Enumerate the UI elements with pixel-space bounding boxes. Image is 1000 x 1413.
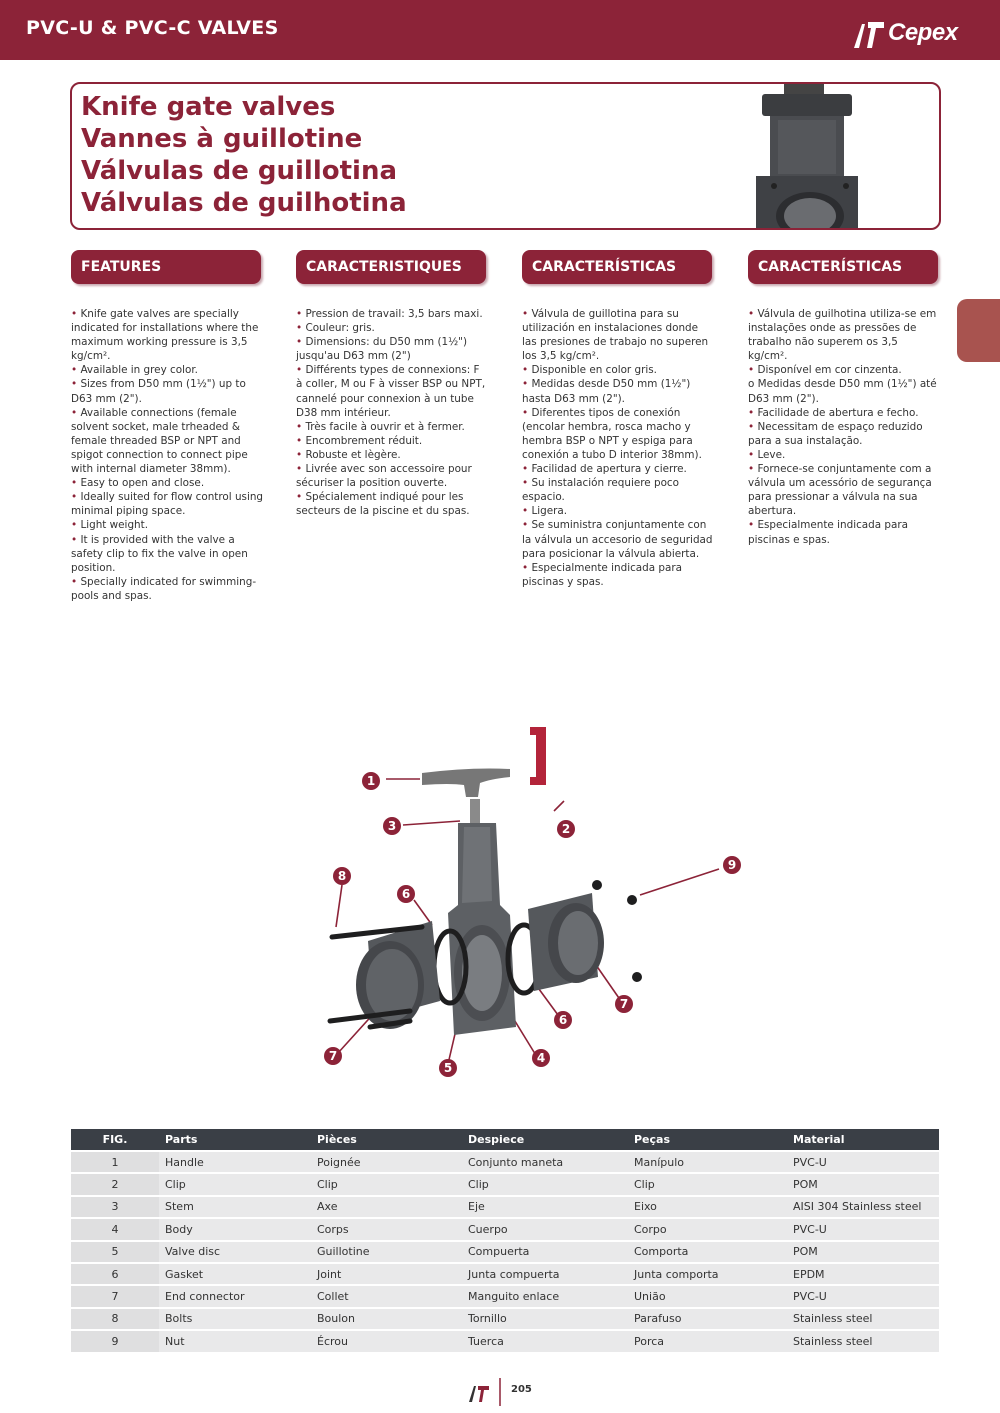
table-header-row <box>71 1129 939 1151</box>
list-item: • Medidas desde D50 mm (1½") hasta D63 mm (2"). <box>522 378 691 405</box>
table-row <box>71 1151 939 1173</box>
features-heading-fr-label: CARACTERISTIQUES <box>306 259 462 275</box>
table-cell: Corps <box>311 1218 462 1240</box>
table-cell: Eje <box>462 1196 628 1218</box>
top-bar <box>0 0 1000 60</box>
table-cell: Clip <box>462 1173 628 1195</box>
table-cell: Bolts <box>159 1308 311 1330</box>
list-item: • Encombrement réduit. <box>296 434 423 447</box>
list-item: • Robuste et lègère. <box>296 448 401 461</box>
list-item: • Specially indicated for swimming-pools and spas. <box>71 575 257 602</box>
cepex-logo-mark <box>852 16 888 50</box>
table-cell: 5 <box>71 1241 159 1263</box>
table-cell: PVC-U <box>787 1285 939 1307</box>
list-item: • Leve. <box>748 448 786 461</box>
title-fr: Vannes à guillotine <box>81 124 363 154</box>
title-es: Válvulas de guillotina <box>81 156 398 186</box>
list-item: • Dimensions: du D50 mm (1½") jusqu'au D63 mm (2") <box>296 336 468 363</box>
table-cell: EPDM <box>787 1263 939 1285</box>
table-cell: Nut <box>159 1330 311 1351</box>
table-cell: Clip <box>159 1173 311 1195</box>
table-cell: Joint <box>311 1263 462 1285</box>
callout-8-label: 8 <box>337 869 347 883</box>
callout-5-label: 5 <box>443 1061 453 1075</box>
list-item: • Différents types de connexions: F à coller, M ou F à visser BSP ou NPT, cannelé pour connexion à un tube D38 mm intérieur. <box>296 364 486 419</box>
table-row <box>71 1218 939 1240</box>
cepex-logo <box>852 16 982 50</box>
callout-2-label: 2 <box>561 822 571 836</box>
list-item: • Facilidad de apertura y cierre. <box>522 463 687 476</box>
callout-3-label: 3 <box>387 819 397 833</box>
callout-4-label: 4 <box>536 1051 546 1065</box>
callout-7-left-label: 7 <box>328 1049 338 1063</box>
title-en: Knife gate valves <box>81 92 336 122</box>
table-cell: Junta compuerta <box>462 1263 628 1285</box>
exploded-diagram <box>310 715 770 1095</box>
list-item: o Medidas desde D50 mm (1½") até D63 mm (2"). <box>748 378 937 405</box>
table-cell: End connector <box>159 1285 311 1307</box>
list-item: • Se suministra conjuntamente con la válvula un accesorio de seguridad para posicionar la válvula abierta. <box>522 519 713 560</box>
table-cell: Junta comporta <box>628 1263 787 1285</box>
list-item: • Fornece-se conjuntamente com a válvula um acessório de segurança para pressionar a válvula na sua abertura. <box>748 463 932 518</box>
page-footer <box>465 1378 545 1406</box>
table-cell: Body <box>159 1218 311 1240</box>
table-cell: Eixo <box>628 1196 787 1218</box>
table-cell: Écrou <box>311 1330 462 1351</box>
section-title: PVC-U & PVC-C VALVES <box>26 17 279 39</box>
table-cell: Guillotine <box>311 1241 462 1263</box>
list-item: • Necessitam de espaço reduzido para a sua instalação. <box>748 420 923 447</box>
table-cell: 9 <box>71 1330 159 1351</box>
list-item: • Disponible en color gris. <box>522 364 657 377</box>
col-header-pecas: Peças <box>628 1129 787 1151</box>
list-item: • Light weight. <box>71 519 149 532</box>
table-row <box>71 1308 939 1330</box>
table-cell: Boulon <box>311 1308 462 1330</box>
list-item: • Très facile à ouvrir et à fermer. <box>296 420 465 433</box>
table-cell: Valve disc <box>159 1241 311 1263</box>
features-heading-es-label: CARACTERÍSTICAS <box>532 259 677 275</box>
table-cell: Poignée <box>311 1151 462 1173</box>
table-row <box>71 1285 939 1307</box>
list-item: • Especialmente indicada para piscinas e spas. <box>748 519 909 546</box>
features-list-fr <box>296 307 488 518</box>
col-header-fig: FIG. <box>71 1129 159 1151</box>
table-cell: 3 <box>71 1196 159 1218</box>
list-item: • Válvula de guillotina para su utilización en instalaciones donde las presiones de trabajo no superen los 3,5 kg/cm². <box>522 308 709 363</box>
list-item: • Su instalación requiere poco espacio. <box>522 477 680 504</box>
list-item: • Spécialement indiqué pour les secteurs de la piscine et du spas. <box>296 491 470 518</box>
list-item: • Couleur: gris. <box>296 322 375 335</box>
table-cell: Clip <box>311 1173 462 1195</box>
callout-1-label: 1 <box>366 774 376 788</box>
col-header-despiece: Despiece <box>462 1129 628 1151</box>
callout-6-right-label: 6 <box>558 1013 568 1027</box>
table-row <box>71 1330 939 1351</box>
side-tab <box>957 299 1000 362</box>
features-list-en <box>71 307 263 603</box>
callout-6-left-label: 6 <box>401 887 411 901</box>
list-item: • Livrée avec son accessoire pour sécuriser la position ouverte. <box>296 463 472 490</box>
col-header-pieces: Pièces <box>311 1129 462 1151</box>
list-item: • Ideally suited for flow control using minimal piping space. <box>71 491 264 518</box>
features-heading-fr <box>296 250 486 284</box>
table-cell: POM <box>787 1173 939 1195</box>
table-cell: Clip <box>628 1173 787 1195</box>
table-row <box>71 1241 939 1263</box>
table-cell: Compuerta <box>462 1241 628 1263</box>
list-item: • Válvula de guilhotina utiliza-se em instalações onde as pressões de trabalho não superem os 3,5 kg/cm². <box>748 308 937 363</box>
features-heading-pt-label: CARACTERÍSTICAS <box>758 259 903 275</box>
col-header-material: Material <box>787 1129 939 1151</box>
list-item: • It is provided with the valve a safety clip to fix the valve in open position. <box>71 533 248 574</box>
table-cell: PVC-U <box>787 1151 939 1173</box>
title-box <box>70 82 941 230</box>
title-pt: Válvulas de guilhotina <box>81 188 407 218</box>
list-item: • Available connections (female solvent socket, male trheaded & female threaded BSP or NPT and spigot connection to connect pipe with internal diameter 38mm). <box>71 406 248 476</box>
list-item: • Pression de travail: 3,5 bars maxi. <box>296 308 483 320</box>
features-heading-en <box>71 250 261 284</box>
table-cell: Corpo <box>628 1218 787 1240</box>
list-item: • Facilidade de abertura e fecho. <box>748 406 919 419</box>
page-number: 205 <box>511 1384 532 1395</box>
table-cell: Cuerpo <box>462 1218 628 1240</box>
features-heading-pt <box>748 250 938 284</box>
table-cell: Handle <box>159 1151 311 1173</box>
parts-table <box>71 1129 939 1352</box>
table-cell: Manípulo <box>628 1151 787 1173</box>
table-cell: PVC-U <box>787 1218 939 1240</box>
footer-logo-icon <box>465 1378 505 1406</box>
callout-9-label: 9 <box>727 858 737 872</box>
table-cell: União <box>628 1285 787 1307</box>
list-item: • Sizes from D50 mm (1½") up to D63 mm (2"). <box>71 378 246 405</box>
features-list-pt <box>748 307 940 547</box>
list-item: • Knife gate valves are specially indicated for installations where the maximum working pressure is 3,5 kg/cm². <box>71 308 259 363</box>
table-row <box>71 1263 939 1285</box>
brand-name: Cepex <box>888 19 958 46</box>
table-cell: Conjunto maneta <box>462 1151 628 1173</box>
valve-photo <box>748 84 868 228</box>
table-cell: Comporta <box>628 1241 787 1263</box>
features-heading-en-label: FEATURES <box>81 259 162 275</box>
table-cell: Stainless steel <box>787 1308 939 1330</box>
list-item: • Disponível em cor cinzenta. <box>748 364 902 377</box>
table-cell: Stainless steel <box>787 1330 939 1351</box>
table-cell: 7 <box>71 1285 159 1307</box>
list-item: • Diferentes tipos de conexión (encolar hembra, rosca macho y hembra BSP o NPT y espiga para conexión a tubo D interior 38mm). <box>522 406 702 461</box>
table-cell: POM <box>787 1241 939 1263</box>
table-cell: Tornillo <box>462 1308 628 1330</box>
table-cell: 6 <box>71 1263 159 1285</box>
table-cell: Parafuso <box>628 1308 787 1330</box>
list-item: • Especialmente indicada para piscinas y spas. <box>522 561 683 588</box>
table-cell: Axe <box>311 1196 462 1218</box>
list-item: • Easy to open and close. <box>71 477 205 490</box>
table-cell: Manguito enlace <box>462 1285 628 1307</box>
callout-7-right-label: 7 <box>619 997 629 1011</box>
table-cell: Gasket <box>159 1263 311 1285</box>
table-row <box>71 1196 939 1218</box>
features-list-es <box>522 307 714 589</box>
table-cell: Collet <box>311 1285 462 1307</box>
col-header-parts: Parts <box>159 1129 311 1151</box>
list-item: • Available in grey color. <box>71 364 198 377</box>
table-cell: Tuerca <box>462 1330 628 1351</box>
table-cell: Porca <box>628 1330 787 1351</box>
table-cell: 4 <box>71 1218 159 1240</box>
table-cell: AISI 304 Stainless steel <box>787 1196 939 1218</box>
table-cell: Stem <box>159 1196 311 1218</box>
table-cell: 8 <box>71 1308 159 1330</box>
list-item: • Ligera. <box>522 505 568 518</box>
table-cell: 2 <box>71 1173 159 1195</box>
table-cell: 1 <box>71 1151 159 1173</box>
features-heading-es <box>522 250 712 284</box>
table-row <box>71 1173 939 1195</box>
